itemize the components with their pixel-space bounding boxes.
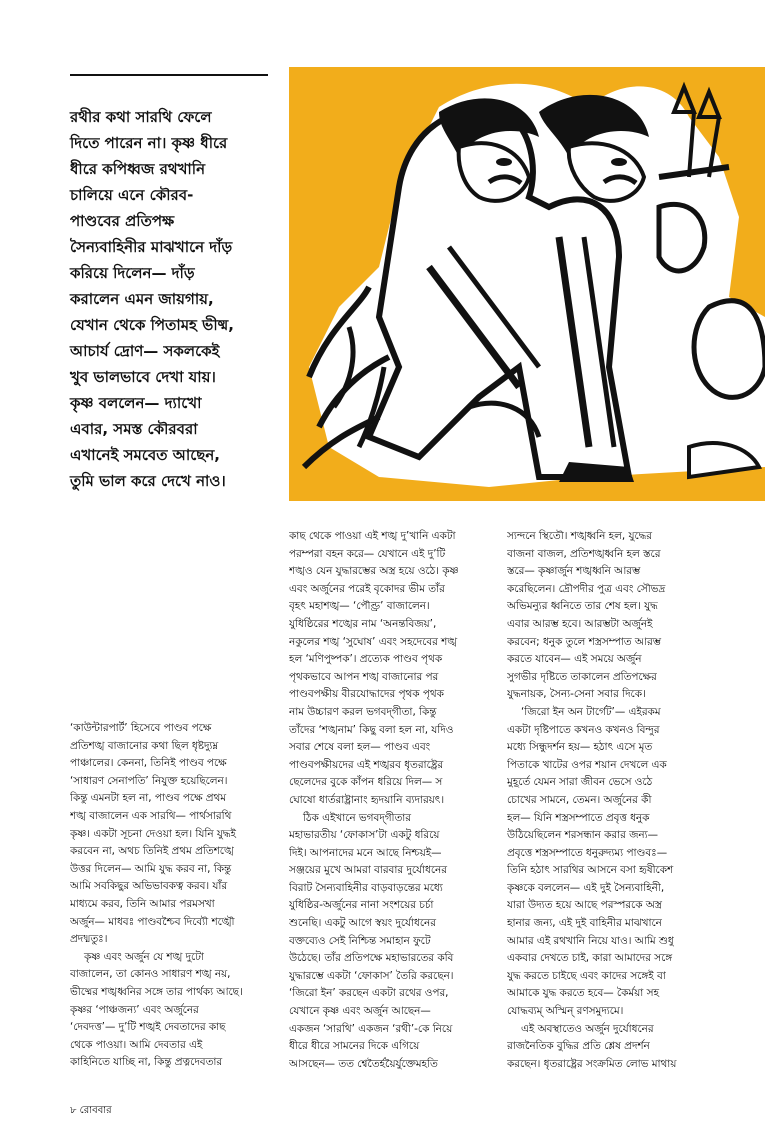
text-line: রাজনৈতিক বুদ্ধির প্রতি শ্লেষ প্রদর্শন xyxy=(507,1040,650,1053)
text-line: অর্জুন— মাধবঃ পাণ্ডবশ্চৈব দিব্যৌ শঙ্খৌ xyxy=(70,915,235,928)
pull-quote xyxy=(70,104,280,494)
text-line: পৃথকভাবে আপন শঙ্খ বাজানোর পর xyxy=(289,670,439,683)
text-line: পরম্পরা বহন করে— যেখানে এই দু’টি xyxy=(289,547,446,560)
text-line: যুদ্ধারম্ভে একটা ‘ফোকাস’ তৈরি করছেন। xyxy=(289,969,454,982)
text-line: বিরাট সৈন্যবাহিনীর বাড়বাড়ন্তের মধ্যে xyxy=(289,881,443,894)
text-line: করতে যাবেন— এই সময়ে অর্জুন xyxy=(507,653,642,666)
text-line: তিনি হঠাৎ সারথির আসনে বসা হৃষীকেশ xyxy=(507,864,674,877)
text-line: এখানেই সমবেত আছেন, xyxy=(70,446,220,464)
text-line: সবার শেষে বলা হল— পাণ্ডব এবং xyxy=(289,741,431,754)
text-line: ধীরে কপিধ্বজ রথখানি xyxy=(70,160,206,178)
text-line: মধ্যে সিন্ধুদর্শন হয়— হঠাৎ এসে মৃত xyxy=(507,741,653,754)
text-line: একজন ‘সারথি’ একজন ‘রথী’-কে নিয়ে xyxy=(289,1022,453,1035)
top-rule xyxy=(70,74,268,76)
text-line: যুধিষ্ঠিরের শঙ্খের নাম ‘অনন্তবিজয়’, xyxy=(289,617,437,630)
text-line: স্তরে— কৃষ্ণার্জুন শঙ্খধ্বনি আরম্ভ xyxy=(507,565,641,578)
text-line: হল ‘মণিপুষ্পক’। প্রত্যেক পাণ্ডব পৃথক xyxy=(289,653,443,666)
article-column-2 xyxy=(289,528,501,1073)
text-line: কাছ থেকে পাওয়া এই শঙ্খ দু’খানি একটা xyxy=(289,530,456,542)
page-folio: ৮ রোববার xyxy=(70,1105,112,1116)
text-line: ‘সাধারণ সেনাপতি’ নিযুক্ত হয়েছিলেন। xyxy=(70,774,228,787)
text-line: কৃষ্ণ এবং অর্জুন যে শঙ্খ দুটো xyxy=(84,950,204,963)
text-line: থেকে পাওয়া। আমি দেবতার এই xyxy=(70,1038,203,1051)
text-line: রথীর কথা সারথি ফেলে xyxy=(70,108,212,126)
text-line: নাম উচ্চারণ করল ভগবদ্‌গীতা, কিন্তু xyxy=(289,705,437,718)
text-line: করবেন; ধনুক তুলে শস্ত্রসম্পাত আরম্ভ xyxy=(507,635,661,648)
text-line: যোদ্ধব্যম্‌ অস্মিন্‌ রণসমুদ্যমে। xyxy=(507,1005,624,1018)
text-line: মুহূর্তে যেমন সারা জীবন ভেসে ওঠে xyxy=(507,776,653,789)
text-line: হানার জন্য, এই দুই বাহিনীর মাঝখানে xyxy=(507,917,662,930)
text-line: সৈন্যবাহিনীর মাঝখানে দাঁড় xyxy=(70,238,233,256)
text-line: ধীরে ধীরে সামনের দিকে এগিয়ে xyxy=(289,1040,420,1053)
text-line: স্যন্দনে স্থিতৌ। শঙ্খধ্বনি হল, যুদ্ধের xyxy=(507,530,652,542)
text-line: করেছিলেন। দ্রৌপদীর পুত্র এবং সৌভদ্র xyxy=(507,582,666,595)
text-line: ‘জিরো ইন অন টার্গেট’— এইরকম xyxy=(521,705,661,718)
text-line: আমাকে যুদ্ধ করতে হবে— কৈর্ময়া সহ xyxy=(507,987,659,1000)
text-line: যুধিষ্ঠির-অর্জুনের নানা সংশয়ের চর্চা xyxy=(289,899,434,912)
text-line: কাহিনিতে যাচ্ছি না, কিন্তু প্রত্নদেবতার xyxy=(70,1056,223,1069)
text-line: প্রতিশঙ্খ বাজানোর কথা ছিল ধৃষ্টদ্যুম্ন xyxy=(70,739,219,752)
text-line: প্রদধ্মতুঃ। xyxy=(70,933,108,946)
text-line: খুব ভালভাবে দেখা যায়। xyxy=(70,368,216,386)
text-line: করবেন না, অথচ তিনিই প্রথম প্রতিশঙ্খে xyxy=(70,845,234,858)
text-line: আচার্য দ্রোণ— সকলকেই xyxy=(70,342,220,360)
text-line: ভীষ্মের শঙ্খধ্বনির সঙ্গে তার পার্থক্য আছে। xyxy=(70,985,243,998)
text-line: আসছেন— তত শ্বেতৈর্হয়ৈর্যুক্তেমহতি xyxy=(289,1057,438,1070)
text-line: ঠিক এইখানে ভগবদ্‌গীতার xyxy=(303,811,412,824)
text-line: উত্তর দিলেন— আমি যুদ্ধ করব না, কিন্তু xyxy=(70,862,232,875)
text-line: করালেন এমন জায়গায়, xyxy=(70,290,214,308)
text-line: কিন্তু এমনটা হল না, পাণ্ডব পক্ষে প্রথম xyxy=(70,792,227,805)
article-column-1 xyxy=(70,720,282,1072)
text-line: কৃষ্ণ। একটা সূচনা দেওয়া হল। যিনি যুদ্ধই xyxy=(70,827,236,840)
text-line: ছেলেদের বুকে কাঁপন ধরিয়ে দিল— স xyxy=(289,776,443,789)
text-line: কৃষ্ণকে বললেন— এই দুই সৈন্যবাহিনী, xyxy=(507,881,665,894)
text-line: এই অবস্থাতেও অর্জুন দুর্যোধনের xyxy=(521,1022,654,1035)
text-line: একটা দৃষ্টিপাতে কখনও কখনও বিন্দুর xyxy=(507,723,660,736)
article-column-3 xyxy=(507,528,719,1073)
text-line: নকুলের শঙ্খ ‘সুঘোষ’ এবং সহদেবের শঙ্খ xyxy=(289,635,458,648)
text-line: তাঁদের ‘শঙ্খনাম’ কিছু বলা হল না, যদিও xyxy=(289,723,454,736)
text-line: শঙ্খও যেন যুদ্ধারম্ভের অস্ত্র হয়ে ওঠে। কৃষ্ণ xyxy=(289,565,459,578)
text-line: উঠেছে। তাঁর প্রতিপক্ষে মহাভারতের কবি xyxy=(289,952,454,965)
text-line: প্রবৃত্তে শস্ত্রসম্পাতে ধনুরুদ্যম্য পাণ্ডবঃ— xyxy=(507,846,668,859)
text-line: পাণ্ডবের প্রতিপক্ষ xyxy=(70,212,175,230)
text-line: কৃষ্ণ বললেন— দ্যাখো xyxy=(70,394,202,412)
text-line: আমি সবকিছুর অভিভাবকত্ব করব। যাঁর xyxy=(70,880,228,893)
text-line: বাজালেন, তা কোনও সাধারণ শঙ্খ নয়, xyxy=(70,968,231,981)
text-line: অভিমন্যুর ধ্বনিতে তার শেষ হল। যুদ্ধ xyxy=(507,600,658,613)
text-line: এবং অর্জুনের পরেই বৃকোদর ভীম তাঁর xyxy=(289,582,445,595)
text-line: যেখান থেকে পিতামহ ভীষ্ম, xyxy=(70,316,234,334)
text-line: বাজনা বাজল, প্রতিশঙ্খধ্বনি হল স্তরে xyxy=(507,547,661,560)
text-line: ঘোষো ধার্তরাষ্ট্রানাং হৃদয়ানি ব্যদারয়ৎ। xyxy=(289,793,445,806)
text-line: মাধ্যমে করব, তিনি আমার পরমসখা xyxy=(70,897,215,910)
text-line: চোখের সামনে, তেমন। অর্জুনের কী xyxy=(507,793,652,806)
text-line: মহাভারতীয় ‘ফোকাস’টা একটু ধরিয়ে xyxy=(289,829,440,842)
text-line: করছেন। ধৃতরাষ্ট্রের সংক্রমিত লোভ মাথায় xyxy=(507,1057,677,1070)
text-line: যারা উদ্যত হয়ে আছে পরস্পরকে অস্ত্র xyxy=(507,899,662,912)
text-line: দিই। আপনাদের মনে আছে নিশ্চয়ই— xyxy=(289,846,442,859)
text-line: বৃহৎ মহাশঙ্খ— ‘পৌণ্ড্র’ বাজালেন। xyxy=(289,600,430,613)
text-line: শুনেছি। একটু আগে স্বয়ং দুর্যোধনের xyxy=(289,917,436,930)
text-line: দিতে পারেন না। কৃষ্ণ ধীরে xyxy=(70,134,228,152)
text-line: উঠিয়েছিলেন শরসন্ধান করার জন্য— xyxy=(507,829,658,842)
illustration xyxy=(289,67,765,501)
text-line: ‘জিরো ইন’ করছেন একটা রথের ওপর, xyxy=(289,987,449,1000)
text-line: চালিয়ে এনে কৌরব- xyxy=(70,186,194,204)
text-line: বক্তব্যেও সেই নিশ্চিন্ত সমাহান ফুটে xyxy=(289,934,431,947)
text-line: শঙ্খ বাজালেন এক সারথি— পার্থসারথি xyxy=(70,809,232,822)
text-line: সুগভীর দৃষ্টিতে তাকালেন প্রতিপক্ষের xyxy=(507,670,657,683)
text-line: পাণ্ডবপক্ষীয় বীরযোদ্ধাদের পৃথক পৃথক xyxy=(289,688,444,701)
text-line: পাণ্ডবপক্ষীয়দের এই শঙ্খরব ধৃতরাষ্ট্রের xyxy=(289,758,444,771)
text-line: সঞ্জয়ের মুখে আমরা বারবার দুর্যোধনের xyxy=(289,864,447,877)
illustration-krishna-arjuna xyxy=(289,67,765,501)
text-line: ‘কাউন্টারপার্ট’ হিসেবে পাণ্ডব পক্ষে xyxy=(70,722,212,734)
text-line: এবার আরম্ভ হবে। আরম্ভটা অর্জুনই xyxy=(507,617,653,630)
text-line: আমার এই রথখানি নিয়ে যাও। আমি শুধু xyxy=(507,934,674,947)
text-line: যুদ্ধনায়ক, সৈন্য-সেনা সবার দিকে। xyxy=(507,688,646,701)
text-line: করিয়ে দিলেন— দাঁড় xyxy=(70,264,195,282)
text-line: কৃষ্ণর ‘পাঞ্চজন্য’ এবং অর্জুনের xyxy=(70,1003,199,1016)
text-line: একবার দেখতে চাই, কারা আমাদের সঙ্গে xyxy=(507,952,673,965)
text-line: পাঞ্চালের। কেননা, তিনিই পাণ্ডব পক্ষে xyxy=(70,757,227,770)
text-line: যেখানে কৃষ্ণ এবং অর্জুন আছেন— xyxy=(289,1005,431,1018)
text-line: ‘দেবদত্ত’— দু’টি শঙ্খই দেবতাদের কাছ xyxy=(70,1021,226,1034)
text-line: এবার, সমস্ত কৌরবরা xyxy=(70,420,198,438)
text-line: তুমি ভাল করে দেখে নাও। xyxy=(70,472,226,490)
text-line: হল— যিনি শস্ত্রসম্পাতে প্রবৃত্ত ধনুক xyxy=(507,811,650,824)
text-line: যুদ্ধ করতে চাইছে এবং কাদের সঙ্গেই বা xyxy=(507,969,666,982)
text-line: পিতাকে খাটের ওপর শয়ান দেখলে এক xyxy=(507,758,667,771)
